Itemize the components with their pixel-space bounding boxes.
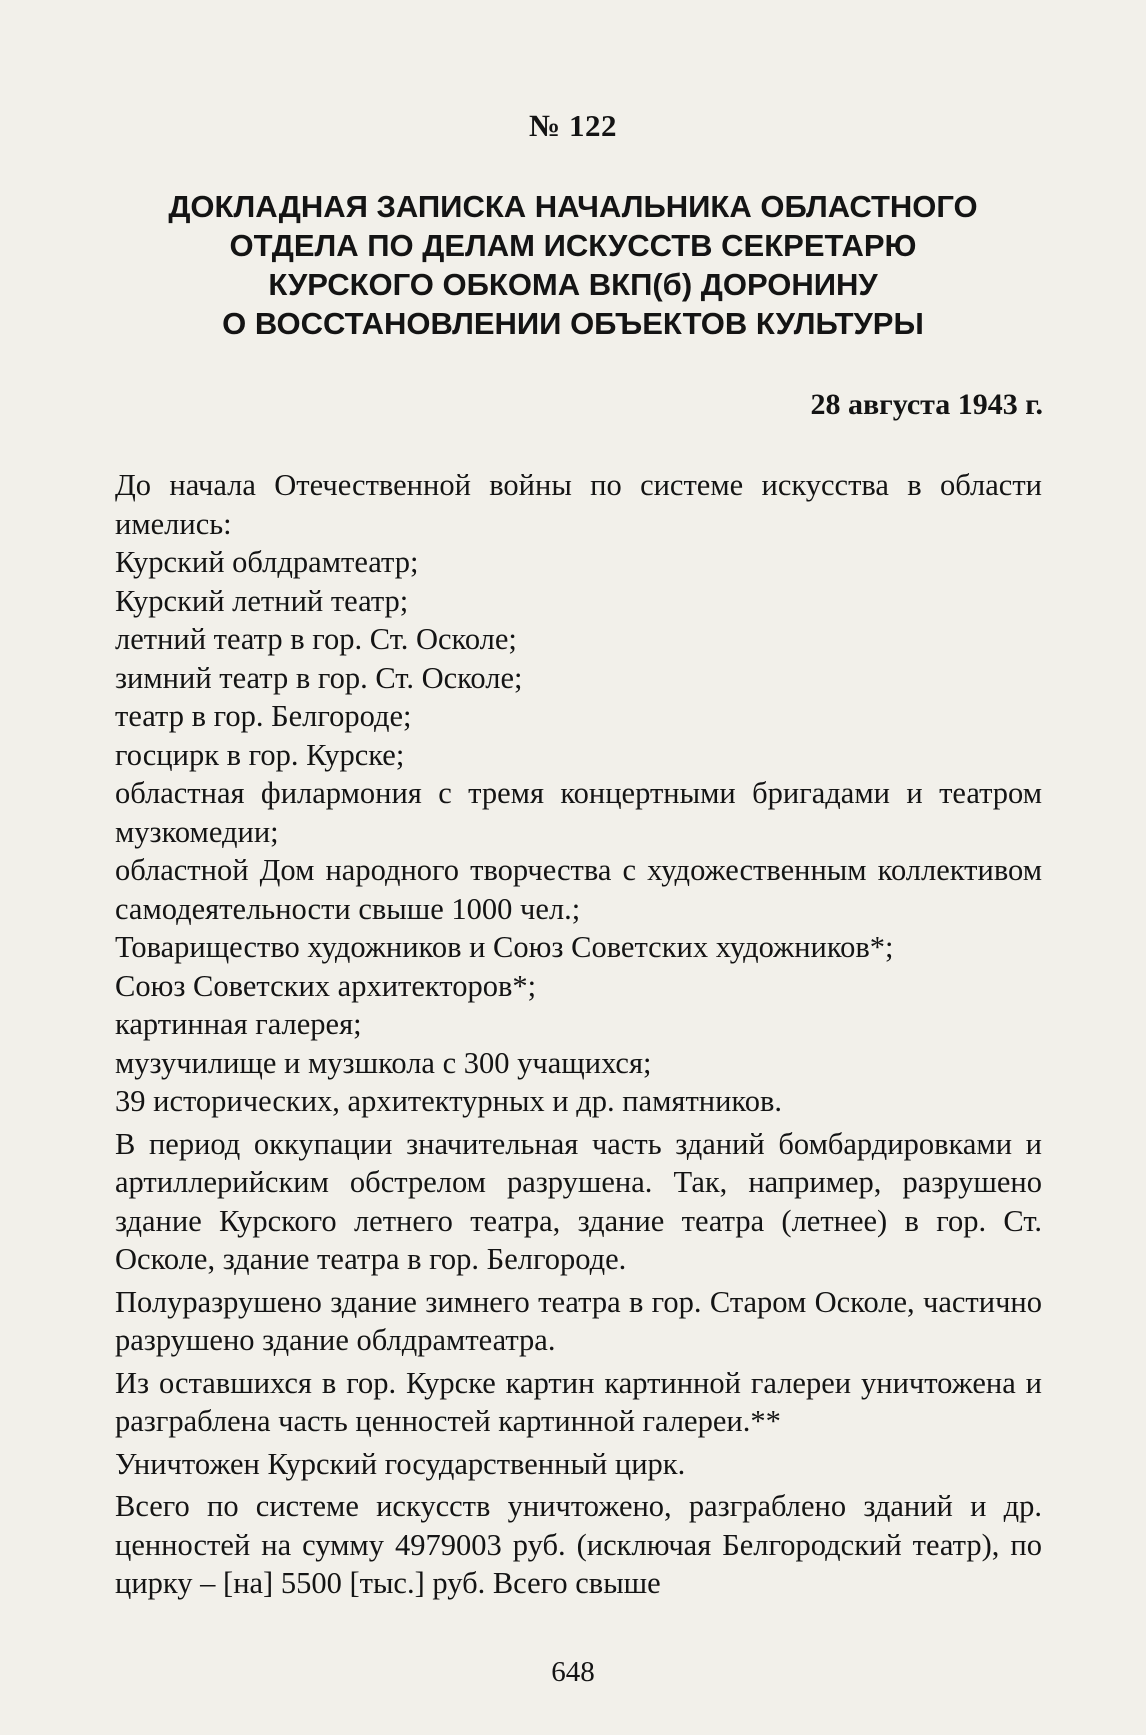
body-paragraph: Всего по системе искусств уничтожено, разграблено зданий и др. ценностей на сумму 4979003 руб. (исключая Белгородский театр), по цирку – [на] 5500 [тыс.] руб. Всего свыше xyxy=(115,1489,1042,1600)
list-item: Союз Советских архитекторов*; xyxy=(115,968,537,1003)
list-item: 39 исторических, архитектурных и др. памятников. xyxy=(115,1084,782,1118)
list-item: картинная галерея; xyxy=(115,1007,362,1041)
list-item: областной Дом народного творчества с художественным коллективом самодеятельности свыше 1000 чел.; xyxy=(115,853,1042,926)
list-item: областная филармония с тремя концертными бригадами и театром музкомедии; xyxy=(115,776,1042,849)
title-line: О ВОССТАНОВЛЕНИИ ОБЪЕКТОВ КУЛЬТУРЫ xyxy=(222,306,924,341)
document-title xyxy=(100,187,1046,343)
document-number: № 122 xyxy=(529,108,617,143)
body-paragraph: Из оставшихся в гор. Курске картин картинной галереи уничтожена и разграблена часть ценностей картинной галереи.** xyxy=(115,1365,1042,1438)
document-date: 28 августа 1943 г. xyxy=(810,388,1043,421)
page-number: 648 xyxy=(551,1656,595,1688)
list-item: Товарищество художников и Союз Советских художников*; xyxy=(115,930,894,964)
list-item: Курский облдрамтеатр; xyxy=(115,545,419,579)
body-paragraph: Полуразрушено здание зимнего театра в гор. Старом Осколе, частично разрушено здание облдрамтеатра. xyxy=(115,1284,1042,1357)
intro-paragraph: До начала Отечественной войны по системе искусства в области имелись: xyxy=(115,468,1042,541)
body-paragraph: В период оккупации значительная часть зданий бомбардировками и артиллерийским обстрелом разрушена. Так, например, разрушено здание Курского летнего театра, здание театра (летнее) в гор. Ст. Осколе, здание театра в гор. Белгороде. xyxy=(115,1126,1042,1276)
list-item: госцирк в гор. Курске; xyxy=(115,737,405,772)
document-body xyxy=(115,466,1042,1603)
title-line: ОТДЕЛА ПО ДЕЛАМ ИСКУССТВ СЕКРЕТАРЮ xyxy=(229,228,917,263)
list-item: зимний театр в гор. Ст. Осколе; xyxy=(115,660,523,695)
title-line: ДОКЛАДНАЯ ЗАПИСКА НАЧАЛЬНИКА ОБЛАСТНОГО xyxy=(168,189,978,224)
title-line: КУРСКОГО ОБКОМА ВКП(б) ДОРОНИНУ xyxy=(268,267,878,302)
list-item: театр в гор. Белгороде; xyxy=(115,699,412,733)
body-paragraph: Уничтожен Курский государственный цирк. xyxy=(115,1446,686,1481)
list-item: музучилище и музшкола с 300 учащихся; xyxy=(115,1045,652,1080)
list-item: летний театр в гор. Ст. Осколе; xyxy=(115,622,517,656)
list-item: Курский летний театр; xyxy=(115,583,409,618)
